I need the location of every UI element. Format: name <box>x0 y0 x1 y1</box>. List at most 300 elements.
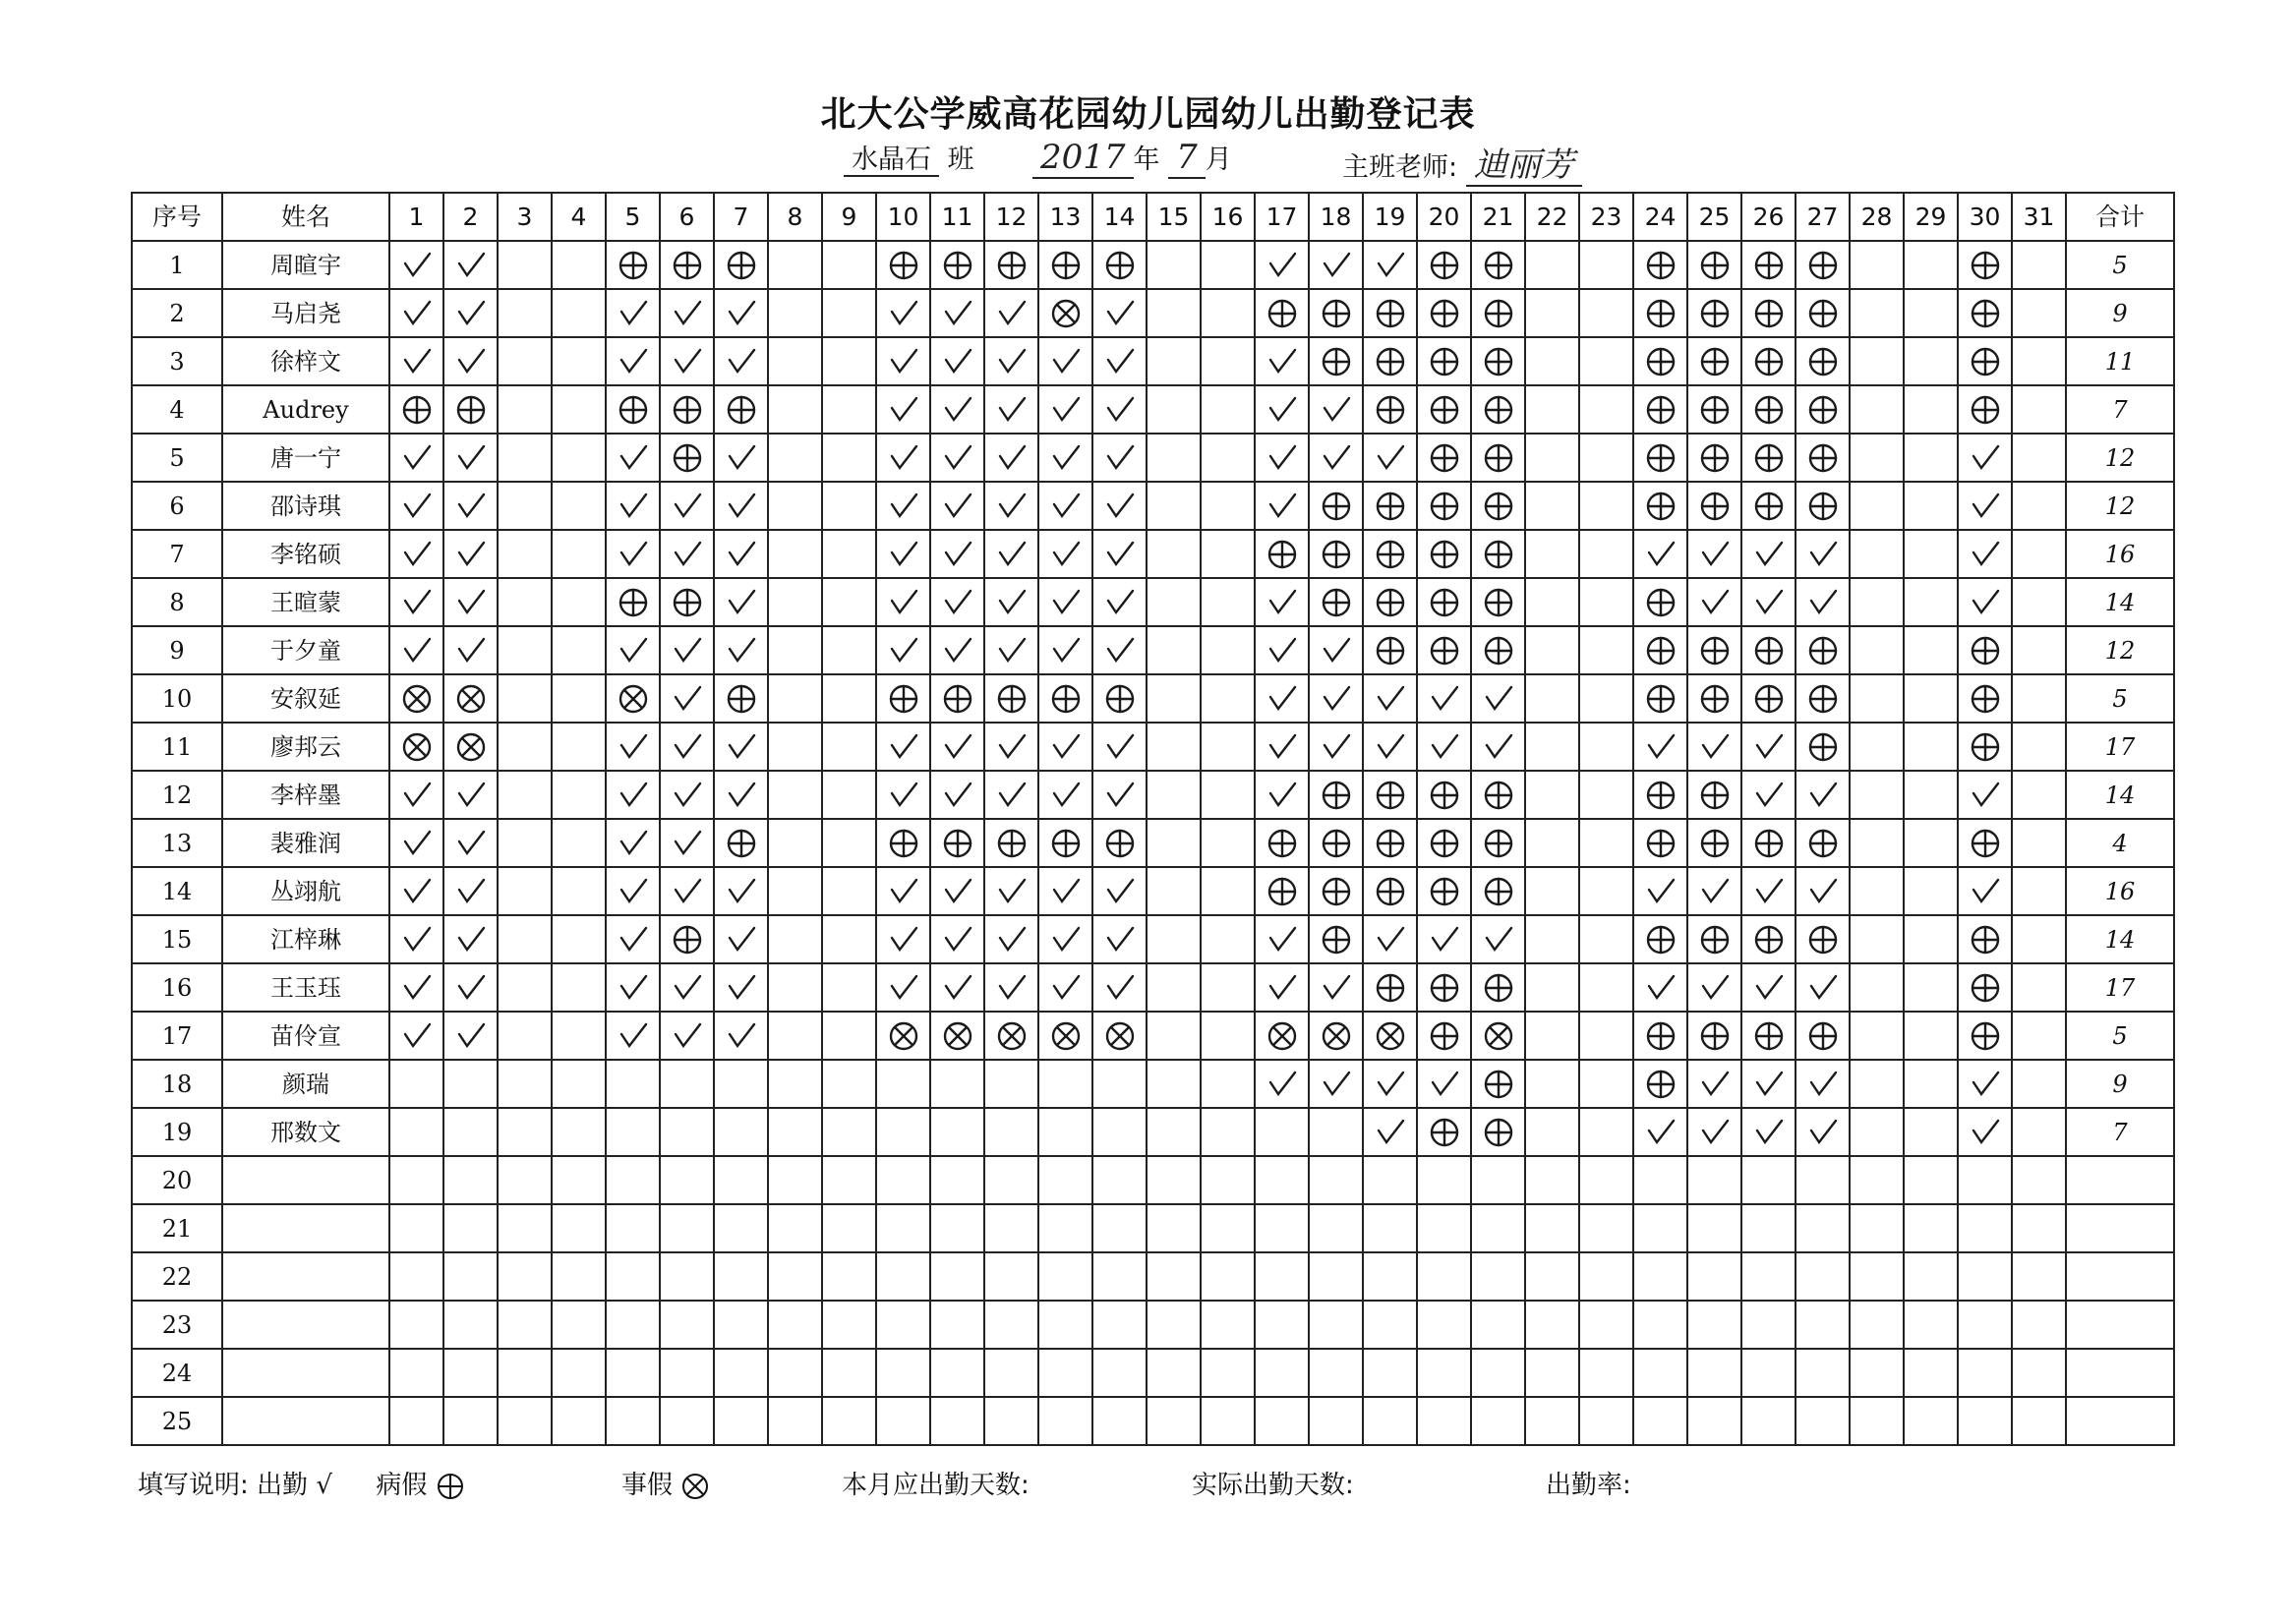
should-days <box>842 1465 1030 1501</box>
day-cell <box>1850 963 1904 1012</box>
sick-leave-icon <box>1805 296 1841 331</box>
day-cell <box>876 915 930 963</box>
day-cell <box>606 626 660 674</box>
check-icon <box>399 1018 435 1054</box>
sick-leave-icon <box>1751 392 1787 428</box>
day-cell <box>822 963 876 1012</box>
day-cell <box>1038 1397 1092 1445</box>
legend-present-symbol: √ <box>316 1471 332 1500</box>
teacher-label: 主班老师: <box>1342 152 1458 183</box>
day-cell <box>606 1301 660 1349</box>
day-cell <box>1147 819 1201 867</box>
day-cell <box>1633 963 1687 1012</box>
header-day-2: 2 <box>443 193 498 241</box>
day-cell <box>1309 1349 1363 1397</box>
day-cell <box>1363 674 1417 723</box>
day-cell <box>1904 1156 1958 1204</box>
day-cell <box>1471 289 1525 337</box>
sick-leave-icon <box>1481 1115 1516 1150</box>
row-total: 17 <box>2066 963 2174 1012</box>
day-cell <box>1255 1301 1309 1349</box>
day-cell <box>1741 482 1796 530</box>
month-value: 7 <box>1168 138 1206 179</box>
day-cell <box>1741 963 1796 1012</box>
day-cell <box>389 1108 443 1156</box>
day-cell <box>1904 1252 1958 1301</box>
day-cell <box>1687 915 1741 963</box>
sick-leave-icon <box>1373 970 1408 1006</box>
day-cell <box>498 482 552 530</box>
day-cell <box>714 578 768 626</box>
day-cell <box>984 963 1038 1012</box>
sick-leave-icon <box>1643 826 1678 861</box>
day-cell <box>1309 1012 1363 1060</box>
sick-leave-icon <box>1427 344 1462 379</box>
day-cell <box>1255 578 1309 626</box>
check-icon <box>616 970 651 1006</box>
day-cell <box>1255 385 1309 434</box>
day-cell <box>1741 578 1796 626</box>
day-cell <box>1796 1012 1850 1060</box>
check-icon <box>399 489 435 524</box>
day-cell <box>1958 819 2012 867</box>
check-icon <box>1968 1115 2003 1150</box>
sick-leave-icon <box>1697 681 1733 717</box>
day-cell <box>876 1397 930 1445</box>
day-cell <box>1092 915 1147 963</box>
sick-leave-icon <box>1319 585 1354 620</box>
check-icon <box>453 248 489 283</box>
sick-leave-icon <box>724 392 759 428</box>
day-cell <box>1633 1012 1687 1060</box>
day-cell <box>443 1349 498 1397</box>
day-cell <box>1579 1204 1633 1252</box>
check-icon <box>1427 729 1462 765</box>
sick-leave-icon <box>1427 826 1462 861</box>
day-cell <box>1796 241 1850 289</box>
day-cell <box>660 337 714 385</box>
day-cell <box>1471 578 1525 626</box>
day-cell <box>876 337 930 385</box>
day-cell <box>552 337 606 385</box>
day-cell <box>552 1349 606 1397</box>
day-cell <box>498 819 552 867</box>
day-cell <box>1471 723 1525 771</box>
day-cell <box>443 1301 498 1349</box>
day-cell <box>822 771 876 819</box>
day-cell <box>876 530 930 578</box>
check-icon <box>1265 681 1300 717</box>
check-icon <box>1102 729 1138 765</box>
day-cell <box>660 626 714 674</box>
day-cell <box>2012 674 2066 723</box>
check-icon <box>724 778 759 813</box>
day-cell <box>714 289 768 337</box>
day-cell <box>714 1156 768 1204</box>
day-cell <box>1417 578 1471 626</box>
day-cell <box>984 1156 1038 1204</box>
check-icon <box>886 585 921 620</box>
year-suffix: 年 <box>1133 145 1160 175</box>
check-icon <box>1319 681 1354 717</box>
check-icon <box>1697 970 1733 1006</box>
day-cell <box>552 1156 606 1204</box>
day-cell <box>714 1108 768 1156</box>
row-index: 7 <box>132 530 222 578</box>
check-icon <box>1265 248 1300 283</box>
table-row <box>132 1301 2174 1349</box>
day-cell <box>1255 963 1309 1012</box>
day-cell <box>2012 1349 2066 1397</box>
day-cell <box>1633 434 1687 482</box>
day-cell <box>1471 915 1525 963</box>
check-icon <box>1697 1067 1733 1102</box>
day-cell <box>1092 674 1147 723</box>
day-cell <box>1309 578 1363 626</box>
check-icon <box>670 729 705 765</box>
row-index: 25 <box>132 1397 222 1445</box>
sick-leave-icon <box>1968 633 2003 668</box>
day-cell <box>930 530 984 578</box>
day-cell <box>984 819 1038 867</box>
sick-leave-icon <box>994 826 1030 861</box>
check-icon <box>670 1018 705 1054</box>
sick-leave-icon <box>886 826 921 861</box>
check-icon <box>399 440 435 476</box>
day-cell <box>1471 482 1525 530</box>
check-icon <box>940 489 975 524</box>
day-cell <box>606 1349 660 1397</box>
header-day-13: 13 <box>1038 193 1092 241</box>
check-icon <box>886 633 921 668</box>
day-cell <box>606 1252 660 1301</box>
check-icon <box>1102 392 1138 428</box>
check-icon <box>670 874 705 909</box>
day-cell <box>1092 1204 1147 1252</box>
row-total: 12 <box>2066 626 2174 674</box>
day-cell <box>1417 771 1471 819</box>
check-icon <box>399 633 435 668</box>
day-cell <box>1201 241 1255 289</box>
header-day-23: 23 <box>1579 193 1633 241</box>
day-cell <box>1904 1060 1958 1108</box>
day-cell <box>443 434 498 482</box>
day-cell <box>768 674 822 723</box>
day-cell <box>660 723 714 771</box>
day-cell <box>1255 1060 1309 1108</box>
day-cell <box>389 482 443 530</box>
sick-leave-icon <box>1643 922 1678 957</box>
sick-leave-icon <box>1265 826 1300 861</box>
day-cell <box>552 1252 606 1301</box>
day-cell <box>1633 1108 1687 1156</box>
day-cell <box>984 337 1038 385</box>
check-icon <box>453 537 489 572</box>
check-icon <box>724 633 759 668</box>
day-cell <box>1147 1252 1201 1301</box>
day-cell <box>1850 530 1904 578</box>
day-cell <box>443 819 498 867</box>
day-cell <box>1255 819 1309 867</box>
day-cell <box>714 482 768 530</box>
header-day-19: 19 <box>1363 193 1417 241</box>
student-name <box>222 1252 389 1301</box>
day-cell <box>498 867 552 915</box>
day-cell <box>768 1156 822 1204</box>
sick-icon <box>436 1471 465 1500</box>
day-cell <box>1201 1156 1255 1204</box>
day-cell <box>1092 1060 1147 1108</box>
day-cell <box>389 1301 443 1349</box>
day-cell <box>1255 337 1309 385</box>
day-cell <box>1579 723 1633 771</box>
check-icon <box>1265 489 1300 524</box>
day-cell <box>498 674 552 723</box>
sick-leave-icon <box>1643 296 1678 331</box>
day-cell <box>714 1012 768 1060</box>
personal-leave-icon <box>1102 1018 1138 1054</box>
header-day-14: 14 <box>1092 193 1147 241</box>
sick-leave-icon <box>1968 392 2003 428</box>
header-day-28: 28 <box>1850 193 1904 241</box>
day-cell <box>606 915 660 963</box>
sick-leave-icon <box>1643 1018 1678 1054</box>
day-cell <box>822 1301 876 1349</box>
student-name: Audrey <box>222 385 389 434</box>
day-cell <box>1363 1156 1417 1204</box>
check-icon <box>1048 344 1084 379</box>
day-cell <box>1687 1349 1741 1397</box>
day-cell <box>1525 963 1579 1012</box>
day-cell <box>876 723 930 771</box>
day-cell <box>1147 674 1201 723</box>
check-icon <box>1427 1067 1462 1102</box>
day-cell <box>1904 482 1958 530</box>
personal-leave-icon <box>399 681 435 717</box>
day-cell <box>1904 1397 1958 1445</box>
day-cell <box>1147 1060 1201 1108</box>
check-icon <box>1319 633 1354 668</box>
day-cell <box>768 578 822 626</box>
actual-days-label: 实际出勤天数: <box>1192 1471 1354 1500</box>
day-cell <box>498 723 552 771</box>
header-day-17: 17 <box>1255 193 1309 241</box>
day-cell <box>1525 915 1579 963</box>
sick-leave-icon <box>1427 296 1462 331</box>
header-day-31: 31 <box>2012 193 2066 241</box>
day-cell <box>389 1060 443 1108</box>
day-cell <box>930 963 984 1012</box>
day-cell <box>1958 289 2012 337</box>
sick-leave-icon <box>1697 489 1733 524</box>
day-cell <box>1038 771 1092 819</box>
check-icon <box>1048 633 1084 668</box>
day-cell <box>1687 434 1741 482</box>
header-day-21: 21 <box>1471 193 1525 241</box>
day-cell <box>768 723 822 771</box>
day-cell <box>1092 434 1147 482</box>
day-cell <box>2012 819 2066 867</box>
day-cell <box>606 963 660 1012</box>
sick-leave-icon <box>1319 296 1354 331</box>
check-icon <box>940 344 975 379</box>
day-cell <box>1741 1397 1796 1445</box>
day-cell <box>1741 1301 1796 1349</box>
sick-leave-icon <box>1427 440 1462 476</box>
day-cell <box>498 915 552 963</box>
sick-leave-icon <box>1319 922 1354 957</box>
day-cell <box>2012 1301 2066 1349</box>
day-cell <box>498 1108 552 1156</box>
personal-leave-icon <box>1265 1018 1300 1054</box>
header-name: 姓名 <box>222 193 389 241</box>
check-icon <box>940 874 975 909</box>
day-cell <box>1309 1060 1363 1108</box>
header-day-1: 1 <box>389 193 443 241</box>
day-cell <box>1633 482 1687 530</box>
day-cell <box>714 771 768 819</box>
day-cell <box>1363 434 1417 482</box>
day-cell <box>984 867 1038 915</box>
day-cell <box>1850 1349 1904 1397</box>
day-cell <box>930 1204 984 1252</box>
day-cell <box>660 385 714 434</box>
day-cell <box>1633 530 1687 578</box>
day-cell <box>1038 1012 1092 1060</box>
day-cell <box>389 723 443 771</box>
day-cell <box>1471 434 1525 482</box>
legend-personal <box>621 1465 710 1501</box>
day-cell <box>1309 337 1363 385</box>
check-icon <box>1373 1115 1408 1150</box>
day-cell <box>498 1204 552 1252</box>
day-cell <box>660 1060 714 1108</box>
check-icon <box>1481 922 1516 957</box>
sick-leave-icon <box>670 585 705 620</box>
day-cell <box>1958 723 2012 771</box>
day-cell <box>984 530 1038 578</box>
day-cell <box>1363 963 1417 1012</box>
student-name: 丛翊航 <box>222 867 389 915</box>
day-cell <box>984 434 1038 482</box>
day-cell <box>822 1108 876 1156</box>
student-name: 裴雅润 <box>222 819 389 867</box>
sick-leave-icon <box>1751 489 1787 524</box>
header-day-25: 25 <box>1687 193 1741 241</box>
day-cell <box>1958 337 2012 385</box>
day-cell <box>1850 385 1904 434</box>
day-cell <box>389 434 443 482</box>
sick-leave-icon <box>724 248 759 283</box>
check-icon <box>616 537 651 572</box>
table-row <box>132 337 2174 385</box>
check-icon <box>1102 778 1138 813</box>
header-total: 合计 <box>2066 193 2174 241</box>
day-cell <box>1255 626 1309 674</box>
personal-leave-icon <box>1048 1018 1084 1054</box>
table-row <box>132 482 2174 530</box>
table-row <box>132 385 2174 434</box>
header-day-11: 11 <box>930 193 984 241</box>
sick-leave-icon <box>1427 537 1462 572</box>
day-cell <box>1904 1301 1958 1349</box>
day-cell <box>1579 434 1633 482</box>
header-day-15: 15 <box>1147 193 1201 241</box>
day-cell <box>984 578 1038 626</box>
day-cell <box>1525 434 1579 482</box>
day-cell <box>660 915 714 963</box>
day-cell <box>552 723 606 771</box>
attendance-table <box>131 192 2175 1446</box>
day-cell <box>714 626 768 674</box>
day-cell <box>660 771 714 819</box>
day-cell <box>1201 337 1255 385</box>
day-cell <box>714 819 768 867</box>
day-cell <box>1309 1156 1363 1204</box>
check-icon <box>1048 585 1084 620</box>
day-cell <box>1471 771 1525 819</box>
day-cell <box>1038 289 1092 337</box>
day-cell <box>1417 867 1471 915</box>
should-days-label: 本月应出勤天数: <box>842 1471 1030 1500</box>
day-cell <box>1255 1108 1309 1156</box>
day-cell <box>1363 1252 1417 1301</box>
sick-leave-icon <box>1805 681 1841 717</box>
day-cell <box>1201 1060 1255 1108</box>
sick-leave-icon <box>1481 392 1516 428</box>
check-icon <box>994 392 1030 428</box>
table-row <box>132 578 2174 626</box>
day-cell <box>606 482 660 530</box>
day-cell <box>1417 337 1471 385</box>
day-cell <box>1255 867 1309 915</box>
day-cell <box>1471 337 1525 385</box>
day-cell <box>1309 1252 1363 1301</box>
day-cell <box>1471 385 1525 434</box>
day-cell <box>1958 578 2012 626</box>
table-row <box>132 819 2174 867</box>
day-cell <box>1687 1060 1741 1108</box>
day-cell <box>1525 723 1579 771</box>
check-icon <box>670 681 705 717</box>
day-cell <box>1147 1012 1201 1060</box>
day-cell <box>2012 289 2066 337</box>
day-cell <box>1687 723 1741 771</box>
day-cell <box>1796 674 1850 723</box>
check-icon <box>670 537 705 572</box>
student-name: 苗伶宣 <box>222 1012 389 1060</box>
day-cell <box>660 1252 714 1301</box>
day-cell <box>714 963 768 1012</box>
check-icon <box>886 344 921 379</box>
header-row <box>132 193 2174 241</box>
check-icon <box>616 1018 651 1054</box>
day-cell <box>2012 1397 2066 1445</box>
day-cell <box>768 771 822 819</box>
day-cell <box>1147 434 1201 482</box>
row-index: 3 <box>132 337 222 385</box>
sick-leave-icon <box>1265 874 1300 909</box>
day-cell <box>1687 1108 1741 1156</box>
day-cell <box>1579 626 1633 674</box>
day-cell <box>714 1397 768 1445</box>
day-cell <box>552 578 606 626</box>
check-icon <box>1373 922 1408 957</box>
day-cell <box>822 1349 876 1397</box>
check-icon <box>1265 729 1300 765</box>
row-index: 15 <box>132 915 222 963</box>
day-cell <box>606 1156 660 1204</box>
